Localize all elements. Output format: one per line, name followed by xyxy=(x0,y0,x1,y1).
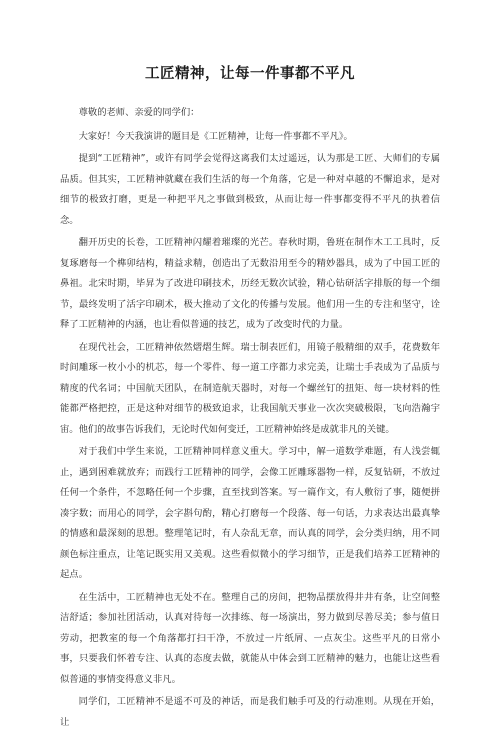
paragraph-students: 对于我们中学生来说，工匠精神同样意义重大。学习中，解一道数学难题，有人浅尝辄止，遇到困难就放弃；而践行工匠精神的同学，会像工匠雕琢器物一样，反复钻研，不放过任何一个条件，不忽略任何一个步骤，直至找到答案。写一篇作文，有人敷衍了事，随便拼凑字数；而用心的同学，会字斟句酌，精心打磨每一个段落、每一句话，力求表达出最真挚的情感和最深刻的思想。整理笔记时，有人杂乱无章，而认真的同学，会分类归纳，用不同颜色标注重点，让笔记既实用又美观。这些看似微小的学习细节，正是我们培养工匠精神的起点。 xyxy=(60,446,440,580)
paragraph-modern: 在现代社会，工匠精神依然熠熠生辉。瑞士制表匠们，用镜子般精细的双手，花费数年时间雕琢一枚小小的机芯，每一个零件、每一道工序都力求完美，让瑞士手表成为了品质与精度的代名词；中国航天团队，在制造航天器时，对每一个螺丝钉的扭矩、每一块材料的性能都严格把控，正是这种对细节的极致追求，让我国航天事业一次次突破极限，飞向浩瀚宇宙。他们的故事告诉我们，无论时代如何变迁，工匠精神始终是成就非凡的关键。 xyxy=(60,341,440,435)
paragraph-intro: 提到“工匠精神”，或许有同学会觉得这离我们太过遥远，认为那是工匠、大师们的专属品质。但其实，工匠精神就藏在我们生活的每一个角落，它是一种对卓越的不懈追求，是对细节的极致打磨，更是一种把平凡之事做到极致，从而让每一件事都变得不平凡的执着信念。 xyxy=(60,153,440,226)
paragraph-life: 在生活中，工匠精神也无处不在。整理自己的房间，把物品摆放得井井有条，让空间整洁舒适；参加社团活动，认真对待每一次排练、每一场演出，努力做到尽善尽美；参与值日劳动，把教室的每一个角落都打扫干净，不放过一片纸屑、一点灰尘。这些平凡的日常小事，只要我们怀着专注、认真的态度去做，就能从中体会到工匠精神的魅力，也能让这些看似普通的事情变得意义非凡。 xyxy=(60,591,440,685)
paragraph-closing: 同学们，工匠精神不是遥不可及的神话，而是我们触手可及的行动准则。从现在开始，让 xyxy=(60,696,440,728)
salutation: 尊敬的老师、亲爱的同学们： xyxy=(78,107,200,118)
paragraph-history: 翻开历史的长卷，工匠精神闪耀着璀璨的光芒。春秋时期，鲁班在制作木工工具时，反复琢磨每一个榫卯结构，精益求精，创造出了无数沿用至今的精妙器具，成为了中国工匠的鼻祖。北宋时期，毕昇为了改进印刷技术，历经无数次试验，精心钻研活字排版的每一个细节，最终发明了活字印刷术，极大推动了文化的传播与发展。他们用一生的专注和坚守，诠释了工匠精神的内涵，也让看似普通的技艺，成为了改变时代的力量。 xyxy=(60,237,440,330)
paragraph-greeting: 大家好！今天我演讲的题目是《工匠精神，让每一件事都不平凡》。 xyxy=(78,130,353,142)
page-title: 工匠精神，让每一件事都不平凡 xyxy=(145,66,355,82)
